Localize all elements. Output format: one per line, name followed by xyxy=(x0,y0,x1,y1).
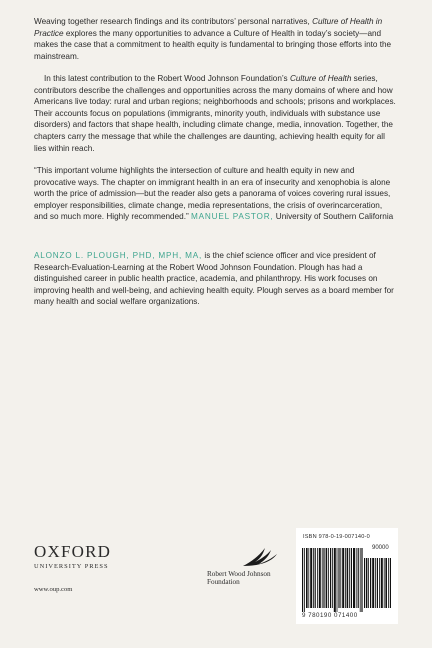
author-bio xyxy=(34,250,398,308)
foundation-line2: Foundation xyxy=(207,578,240,587)
foundation-line1: Robert Wood Johnson xyxy=(207,570,271,578)
quote-author: MANUEL PASTOR, xyxy=(191,212,274,222)
description-text: series, contributors describe the challenges and opportunities across the many domains of where and how Americans live today: rural and urban regions; neighborhoods and schools; prisons and workplaces. Their accounts focus on populations (immigrants, minority youth, individuals with substance use disorders) and factors that shape health, including climate change, media, innovation. Together, the chapters carry the message that while the challenges are daunting, achieving health equity for all lies within reach. xyxy=(34,74,396,153)
series-title: Culture of Health xyxy=(289,74,352,83)
description-text: explores the many opportunities to advance a Culture of Health in today’s society—and makes the case that a commitment to health equity is fundamental to bringing those efforts into the mainstream. xyxy=(34,28,392,61)
publisher-url: www.oup.com xyxy=(34,586,73,593)
publisher-name: OXFORD xyxy=(34,542,112,561)
quote-affiliation: University of Southern California xyxy=(275,212,394,222)
foundation-name xyxy=(207,570,271,587)
oxford-logo xyxy=(34,542,112,593)
description-paragraph-1 xyxy=(34,16,398,62)
flame-icon xyxy=(241,546,281,568)
endorsement-quote xyxy=(34,165,398,223)
barcode-bars xyxy=(302,544,392,616)
description-text: In this latest contribution to the Robert Wood Johnson Foundation’s xyxy=(44,74,288,83)
barcode xyxy=(296,528,398,624)
description-text: Weaving together research findings and its contributors’ personal narratives, xyxy=(34,17,310,26)
barcode-number: 9 780190 071400 xyxy=(302,612,358,619)
book-title: Culture of Health in Practice xyxy=(34,17,383,38)
description-paragraph-2 xyxy=(34,73,398,154)
publisher-press: UNIVERSITY PRESS xyxy=(34,563,109,570)
bio-text: is the chief science officer and vice president of Research-Evaluation-Learning at the Robert Wood Johnson Foundation. Plough has had a distinguished career in public health practice, academia, and philanthropy. His work focuses on improving health and well-being, and achieving health equity. Plough serves as a board member for many health and social welfare organizations. xyxy=(34,251,394,307)
author-name: ALONZO L. PLOUGH, PHD, MPH, MA, xyxy=(34,251,203,260)
quote-text: “This important volume highlights the intersection of culture and health equity in new and provocative ways. The chapter on immigrant health in an era of insecurity and xenophobia is alone worth the price of admission—but the reader also gets a panorama of voices covering rural issues, employer responsibilities, climate change, media representations, the crisis of overincarceration, and so much more. Highly recommended.” xyxy=(34,166,391,222)
isbn-label: ISBN 978-0-19-007140-0 xyxy=(303,534,370,540)
barcode-addon: 90000 xyxy=(372,545,389,551)
